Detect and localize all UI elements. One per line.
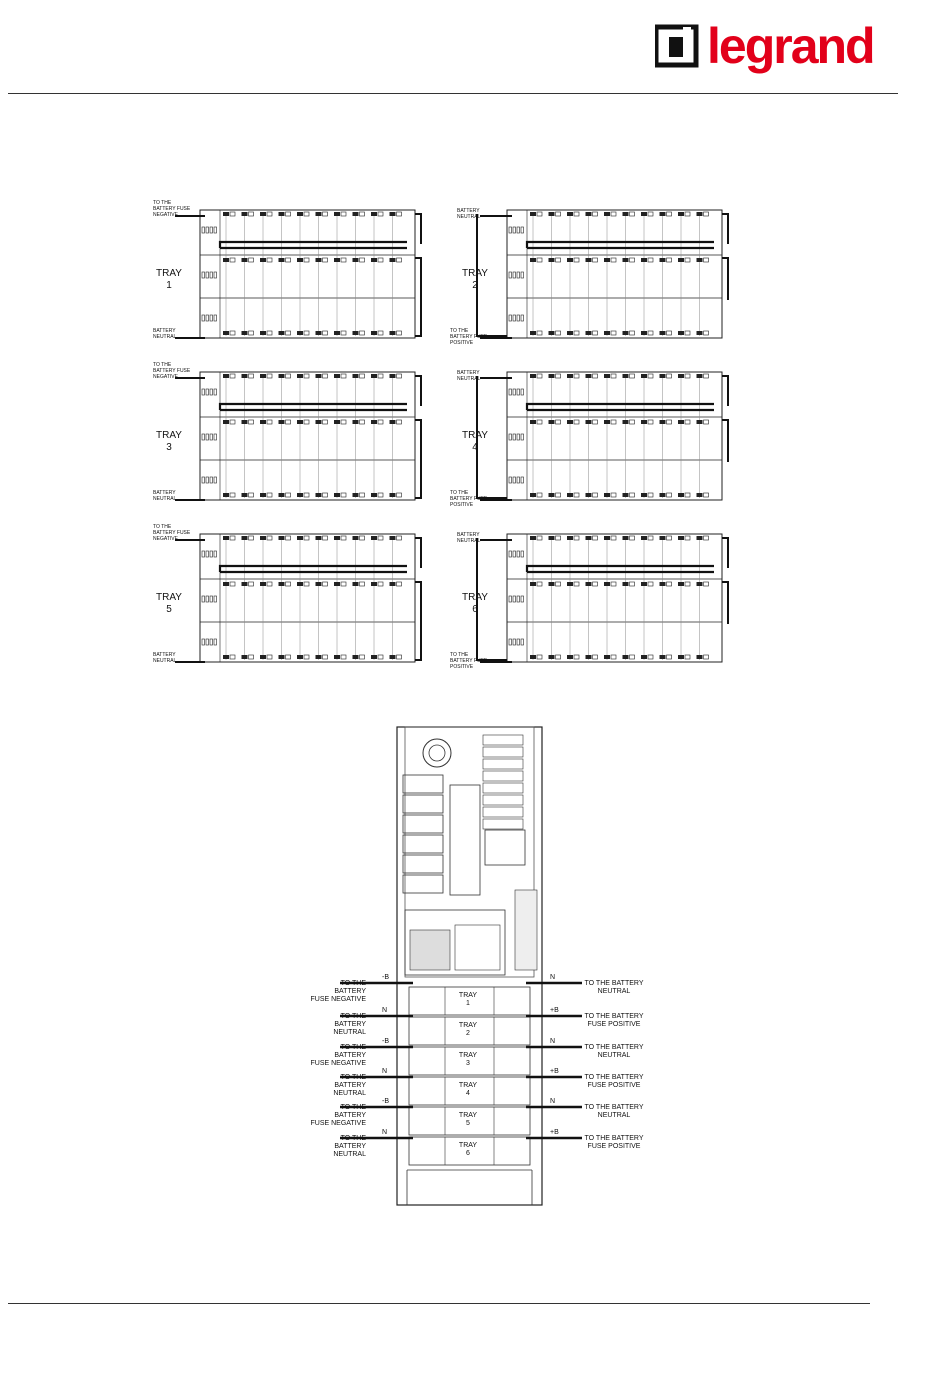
tray-4-top-connection-label: BATTERY NEUTRAL	[457, 370, 481, 382]
tray-2-bottom-connection-label: TO THE BATTERY FUSE POSITIVE	[450, 328, 488, 346]
cabinet-right-label-1: TO THE BATTERY NEUTRAL	[584, 980, 644, 995]
tray-diagram-5	[150, 524, 445, 684]
legrand-logo-mark-icon	[655, 23, 701, 69]
cabinet-left-symbol-2: N	[382, 1007, 388, 1014]
tray-2-label: TRAY 2	[462, 268, 488, 291]
legrand-logo	[655, 14, 874, 78]
tray-4-label: TRAY 4	[462, 430, 488, 453]
cabinet-left-label-1: TO THE BATTERY FUSE NEGATIVE	[310, 980, 366, 1003]
cabinet-tray-2-label: TRAY 2	[458, 1022, 478, 1037]
cabinet-left-label-2: TO THE BATTERY NEUTRAL	[333, 1013, 366, 1036]
tray-5-drawing	[150, 524, 445, 684]
tray-diagram-2	[450, 200, 745, 360]
cabinet-right-symbol-6: +B	[550, 1129, 559, 1136]
tray-diagram-6	[450, 524, 745, 684]
tray-1-drawing	[150, 200, 445, 360]
tray-diagram-1	[150, 200, 445, 360]
tray-3-top-connection-label: TO THE BATTERY FUSE NEGATIVE	[153, 362, 191, 380]
tray-5-label: TRAY 5	[156, 592, 182, 615]
legrand-logo-text: legrand	[707, 18, 874, 74]
cabinet-left-symbol-6: N	[382, 1129, 388, 1136]
cabinet-right-symbol-4: +B	[550, 1068, 559, 1075]
tray-diagram-3	[150, 362, 445, 522]
cabinet-tray-3-label: TRAY 3	[458, 1052, 478, 1067]
cabinet-right-label-2: TO THE BATTERY FUSE POSITIVE	[584, 1013, 644, 1028]
tray-2-top-connection-label: BATTERY NEUTRAL	[457, 208, 481, 220]
cabinet-right-label-5: TO THE BATTERY NEUTRAL	[584, 1104, 644, 1119]
tray-1-top-connection-label: TO THE BATTERY FUSE NEGATIVE	[153, 200, 191, 218]
cabinet-right-symbol-3: N	[550, 1038, 556, 1045]
tray-3-bottom-connection-label: BATTERY NEUTRAL	[153, 490, 177, 502]
tray-5-bottom-connection-label: BATTERY NEUTRAL	[153, 652, 177, 664]
tray-diagram-4	[450, 362, 745, 522]
cabinet-left-symbol-3: -B	[382, 1038, 389, 1045]
cabinet-diagram	[300, 725, 660, 1210]
header-rule	[8, 93, 898, 94]
cabinet-right-symbol-1: N	[550, 974, 556, 981]
cabinet-right-label-6: TO THE BATTERY FUSE POSITIVE	[584, 1135, 644, 1150]
tray-1-label: TRAY 1	[156, 268, 182, 291]
tray-1-bottom-connection-label: BATTERY NEUTRAL	[153, 328, 177, 340]
tray-3-drawing	[150, 362, 445, 522]
tray-6-label: TRAY 6	[462, 592, 488, 615]
cabinet-tray-1-label: TRAY 1	[458, 992, 478, 1007]
cabinet-tray-4-label: TRAY 4	[458, 1082, 478, 1097]
cabinet-tray-5-label: TRAY 5	[458, 1112, 478, 1127]
tray-4-bottom-connection-label: TO THE BATTERY FUSE POSITIVE	[450, 490, 488, 508]
cabinet-left-symbol-1: -B	[382, 974, 389, 981]
cabinet-left-label-5: TO THE BATTERY FUSE NEGATIVE	[310, 1104, 366, 1127]
cabinet-left-label-6: TO THE BATTERY NEUTRAL	[333, 1135, 366, 1158]
tray-6-top-connection-label: BATTERY NEUTRAL	[457, 532, 481, 544]
cabinet-left-label-4: TO THE BATTERY NEUTRAL	[333, 1074, 366, 1097]
tray-5-top-connection-label: TO THE BATTERY FUSE NEGATIVE	[153, 524, 191, 542]
cabinet-left-label-3: TO THE BATTERY FUSE NEGATIVE	[310, 1044, 366, 1067]
cabinet-right-symbol-5: N	[550, 1098, 556, 1105]
footer-rule	[8, 1303, 870, 1304]
cabinet-right-symbol-2: +B	[550, 1007, 559, 1014]
tray-3-label: TRAY 3	[156, 430, 182, 453]
cabinet-left-symbol-4: N	[382, 1068, 388, 1075]
cabinet-right-label-3: TO THE BATTERY NEUTRAL	[584, 1044, 644, 1059]
cabinet-left-symbol-5: -B	[382, 1098, 389, 1105]
cabinet-right-label-4: TO THE BATTERY FUSE POSITIVE	[584, 1074, 644, 1089]
cabinet-tray-6-label: TRAY 6	[458, 1142, 478, 1157]
tray-6-bottom-connection-label: TO THE BATTERY FUSE POSITIVE	[450, 652, 488, 670]
